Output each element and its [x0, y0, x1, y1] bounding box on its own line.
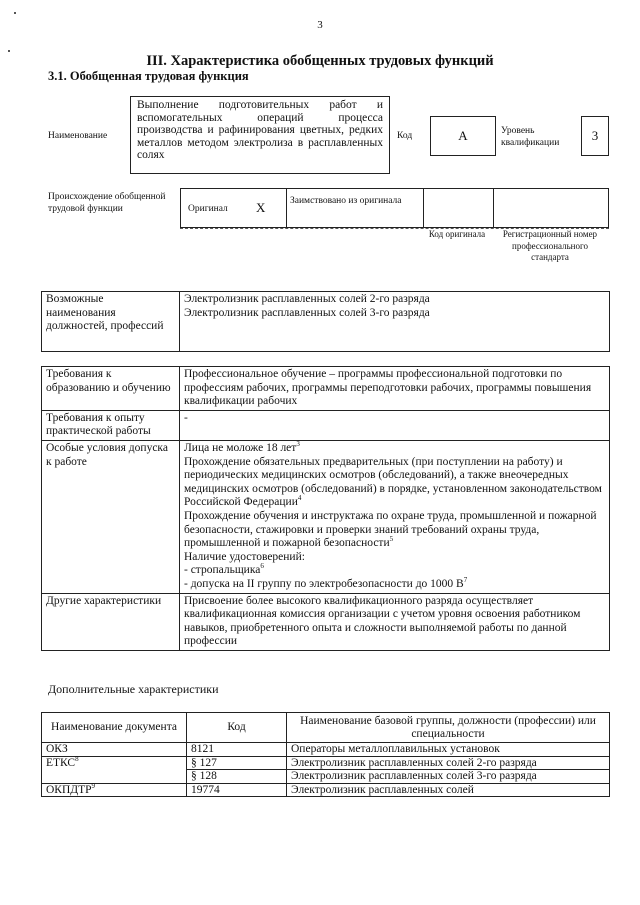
conditions-label: Особые условия допуска к работе: [42, 440, 180, 593]
code-original-caption: Код оригинала: [428, 229, 486, 239]
footnote-ref: 5: [389, 535, 394, 544]
experience-label: Требования к опыту практической работы: [42, 410, 180, 440]
education-value: Профессиональное обучение – программы профессиональной подготовки по профессиям рабочих, программы переподготовки рабочих, программы повышения квалификации рабочих: [180, 367, 610, 411]
condition-certs: Наличие удостоверений:: [184, 550, 305, 563]
header-name: Наименование базовой группы, должности (профессии) или специальности: [287, 713, 610, 743]
function-name-box: Выполнение подготовительных работ и вспомогательных операций процесса производства и рафинирования цветных, редких металлов методом электролиза в расплавленных солях: [130, 96, 390, 174]
name-label: Наименование: [48, 131, 108, 141]
position-item: Электролизник расплавленных солей 2-го разряда: [184, 293, 430, 305]
footnote-ref: 7: [463, 576, 468, 585]
footnote-ref: 6: [260, 562, 264, 571]
reg-number-caption: Регистрационный номер профессионального стандарта: [502, 229, 598, 262]
origin-label: Происхождение обобщенной трудовой функции: [48, 192, 166, 214]
other-label: Другие характеристики: [42, 593, 180, 650]
other-value: Присвоение более высокого квалификационного разряда осуществляет квалификационная комиссия организации с учетом уровня освоения работником навыков, приобретенного опыта и сложности выполняемой работы по данной профессии: [180, 593, 610, 650]
condition-age: Лица не моложе 18 лет$^3$: [184, 440, 300, 454]
positions-list: [180, 292, 610, 352]
position-item: Электролизник расплавленных солей 3-го разряда: [184, 306, 430, 319]
experience-value: -: [180, 410, 610, 440]
table-row-name: Электролизник расплавленных солей 3-го разряда: [287, 770, 610, 784]
borrowed-label: Заимствовано из оригинала: [290, 196, 402, 206]
scan-speck: [14, 12, 16, 14]
condition-electro: - допуска на II группу по электробезопасности до 1000 $В^7$: [184, 576, 468, 590]
table-row-code: 19774: [187, 783, 287, 797]
header-code: Код: [187, 713, 287, 743]
requirements-table: [41, 366, 610, 651]
table-row-name: Операторы металлоплавильных установок: [287, 743, 610, 757]
condition-safety: Прохождение обучения и инструктажа по охране труда, промышленной и пожарной безопасности, стажировки и проверки знаний требований охраны труда, промышленной и пожарной безопасности$^5$: [184, 509, 597, 550]
conditions-value: [180, 440, 610, 593]
original-label: Оригинал: [188, 204, 228, 214]
additional-table: [41, 712, 610, 797]
positions-label: Возможные наименования должностей, профессий: [42, 292, 180, 352]
condition-sling: - стропальщика$^6$: [184, 562, 264, 577]
level-value-box: 3: [581, 116, 609, 156]
education-label: Требования к образованию и обучению: [42, 367, 180, 411]
section-title: III. Характеристика обобщенных трудовых функций: [146, 53, 494, 69]
condition-medical: Прохождение обязательных предварительных (при поступлении на работу) и периодических медицинских осмотров (обследований), а также внеочередных медицинских осмотров (обследований) в порядке, установленном законодательством Российской Федерации$^4$: [184, 455, 602, 509]
table-row-code: § 128: [187, 770, 287, 784]
table-row-doc: ЕТКС$^8$: [42, 756, 187, 783]
footnote-ref: 4: [297, 494, 302, 503]
table-row-code: 8121: [187, 743, 287, 757]
scan-speck: [8, 50, 10, 52]
page-number: 3: [317, 19, 323, 31]
original-mark: X: [256, 200, 266, 215]
code-value-box: А: [430, 116, 496, 156]
positions-table: [41, 291, 610, 352]
origin-box: [180, 188, 609, 228]
subsection-title: 3.1. Обобщенная трудовая функция: [48, 69, 249, 83]
additional-title: Дополнительные характеристики: [48, 682, 219, 696]
table-row-name: Электролизник расплавленных солей: [287, 783, 610, 797]
footnote-ref: 3: [296, 440, 300, 449]
table-row-doc: ОКЗ: [42, 743, 187, 757]
level-label: Уровень квалификации: [501, 126, 560, 148]
code-label: Код: [397, 131, 413, 141]
table-row-name: Электролизник расплавленных солей 2-го разряда: [287, 756, 610, 770]
table-row-code: § 127: [187, 756, 287, 770]
header-doc: Наименование документа: [42, 713, 187, 743]
table-row-doc: ОКПДТР$^9$: [42, 783, 187, 797]
